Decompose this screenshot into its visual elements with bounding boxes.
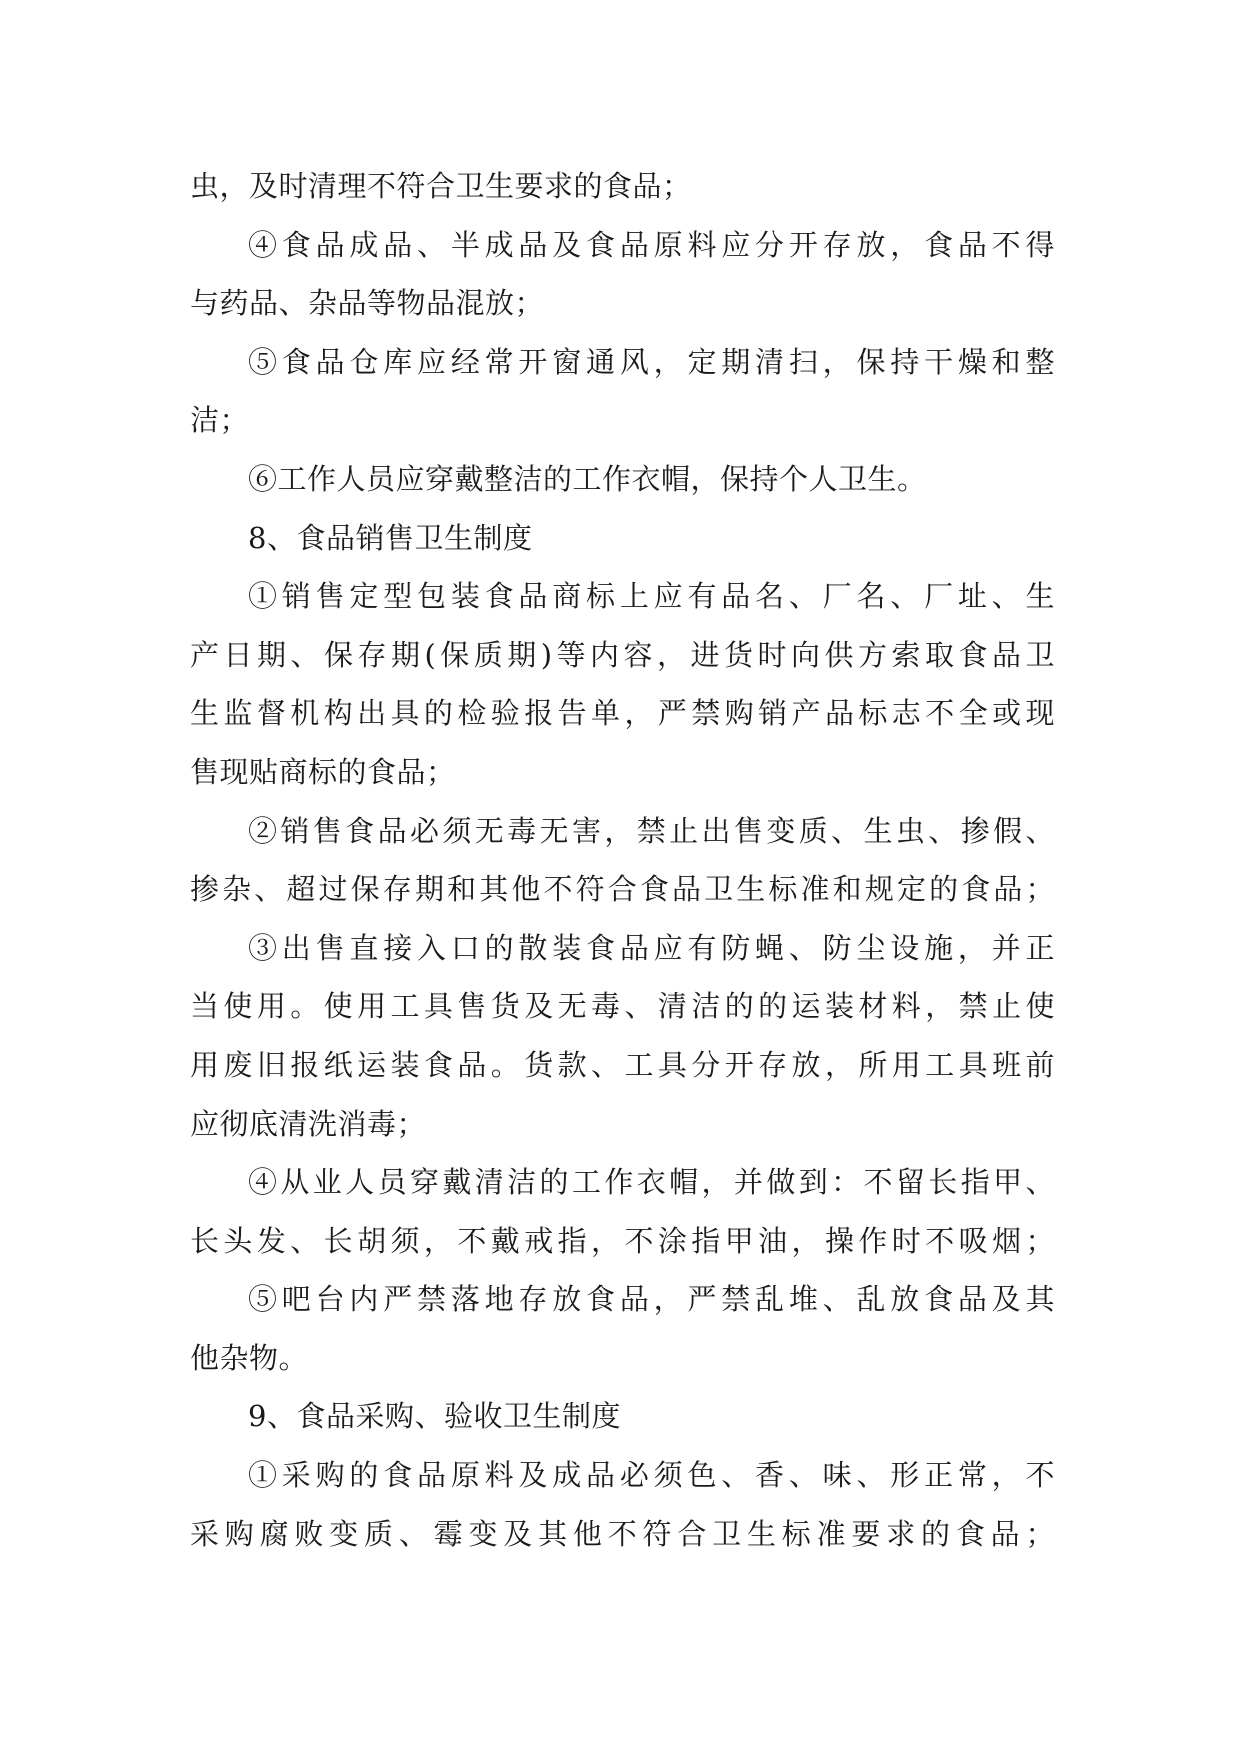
- section-heading: 9、食品采购、验收卫生制度: [248, 1399, 621, 1434]
- text-line: ⑥工作人员应穿戴整洁的工作衣帽，保持个人卫生。: [248, 461, 927, 496]
- section-heading: 8、食品销售卫生制度: [248, 520, 533, 555]
- text-line: 应彻底清洗消毒；: [190, 1106, 427, 1141]
- text-line: 售现贴商标的食品；: [190, 754, 456, 789]
- text-line: 产日期、保存期(保质期)等内容，进货时向供方索取食品卫: [190, 637, 1055, 672]
- text-line: 与药品、杂品等物品混放；: [190, 286, 545, 321]
- text-line: 洁；: [190, 403, 250, 438]
- text-line: ④从业人员穿戴清洁的工作衣帽，并做到：不留长指甲、: [248, 1165, 1055, 1200]
- text-line: 虫，及时清理不符合卫生要求的食品；: [190, 169, 692, 203]
- text-line: 当使用。使用工具售货及无毒、清洁的的运装材料，禁止使: [190, 989, 1055, 1024]
- text-line: ①采购的食品原料及成品必须色、香、味、形正常，不: [248, 1458, 1055, 1493]
- text-line: ⑤吧台内严禁落地存放食品，严禁乱堆、乱放食品及其: [248, 1282, 1055, 1317]
- text-line: ①销售定型包装食品商标上应有品名、厂名、厂址、生: [248, 579, 1055, 614]
- text-line: ③出售直接入口的散装食品应有防蝇、防尘设施，并正: [248, 930, 1055, 965]
- text-line: 他杂物。: [190, 1340, 309, 1375]
- text-line: ⑤食品仓库应经常开窗通风，定期清扫，保持干燥和整: [248, 344, 1055, 379]
- text-line: 掺杂、超过保存期和其他不符合食品卫生标准和规定的食品；: [190, 872, 1055, 907]
- text-line: ②销售食品必须无毒无害，禁止出售变质、生虫、掺假、: [248, 813, 1055, 848]
- text-line: 用废旧报纸运装食品。货款、工具分开存放，所用工具班前: [190, 1047, 1055, 1082]
- text-line: 采购腐败变质、霉变及其他不符合卫生标准要求的食品；: [190, 1516, 1055, 1551]
- document-body: [190, 157, 1055, 1563]
- text-line: 长头发、长胡须，不戴戒指，不涂指甲油，操作时不吸烟；: [190, 1223, 1055, 1258]
- text-line: ④食品成品、半成品及食品原料应分开存放，食品不得: [248, 227, 1055, 262]
- text-line: 生监督机构出具的检验报告单，严禁购销产品标志不全或现: [190, 696, 1055, 731]
